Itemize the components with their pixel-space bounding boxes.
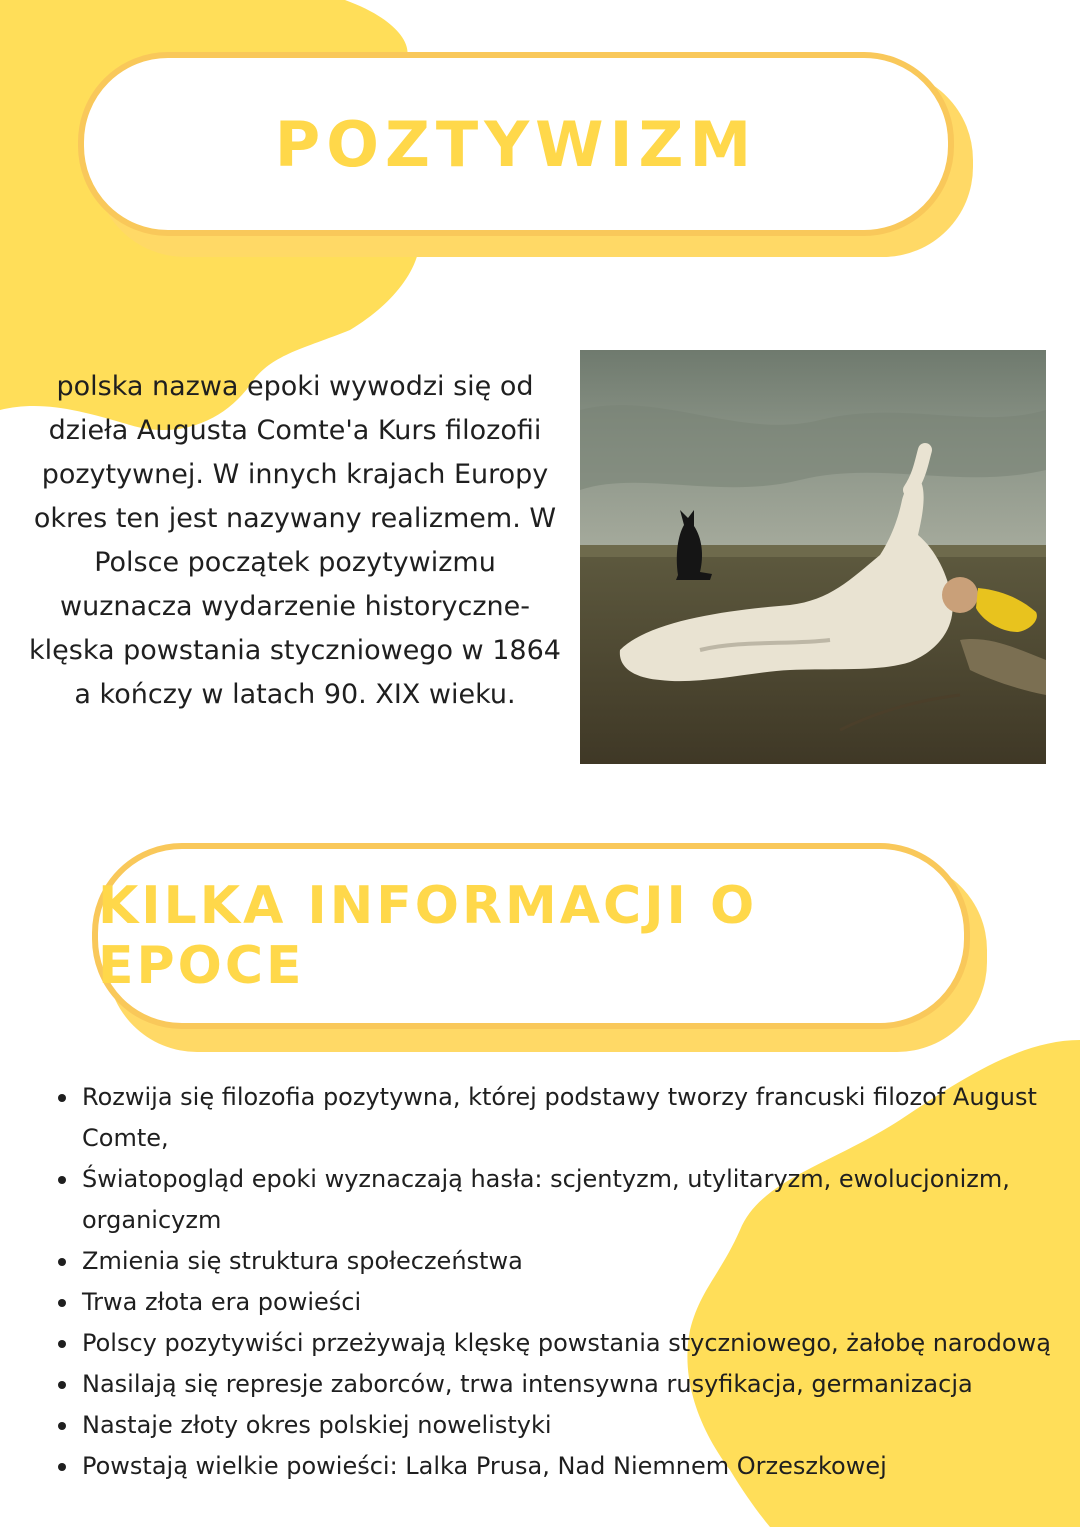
section-title: KILKA INFORMACJI O EPOCE: [98, 876, 758, 996]
list-item: • Rozwija się filozofia pozytywna, której podstawy tworzy francuski filozof August Comte,: [80, 1077, 1080, 1159]
intro-paragraph: polska nazwa epoki wywodzi się od dzieła Augusta Comte'a Kurs filozofii pozytywnej. W innych krajach Europy okres ten jest nazywany realizmem. W Polsce początek pozytywizmu wuznacza wydarzenie historyczne- klęska powstania styczniowego w 1864 a kończy w latach 90. XIX wieku.: [29, 371, 561, 710]
list-item: • Nastaje złoty okres polskiej nowelistyki: [80, 1405, 1080, 1446]
list-item: • Trwa złota era powieści: [80, 1282, 1080, 1323]
list-item: • Zmienia się struktura społeczeństwa: [80, 1241, 1080, 1282]
painting-image: [580, 350, 1046, 764]
list-item: • Nasilają się represje zaborców, trwa intensywna rusyfikacja, germanizacja: [80, 1364, 1080, 1405]
section-banner: [92, 843, 970, 1029]
list-item: • Światopogląd epoki wyznaczają hasła: scjentyzm, utylitaryzm, ewolucjonizm, organicyzm: [80, 1159, 1080, 1241]
list-item: • Polscy pozytywiści przeżywają klęskę powstania styczniowego, żałobę narodową: [80, 1323, 1080, 1364]
title-banner: [78, 52, 954, 236]
page-title: POZTYWIZM: [274, 107, 758, 181]
list-item: • Powstają wielkie powieści: Lalka Prusa, Nad Niemnem Orzeszkowej: [80, 1446, 1080, 1487]
facts-list: [40, 1077, 1080, 1487]
